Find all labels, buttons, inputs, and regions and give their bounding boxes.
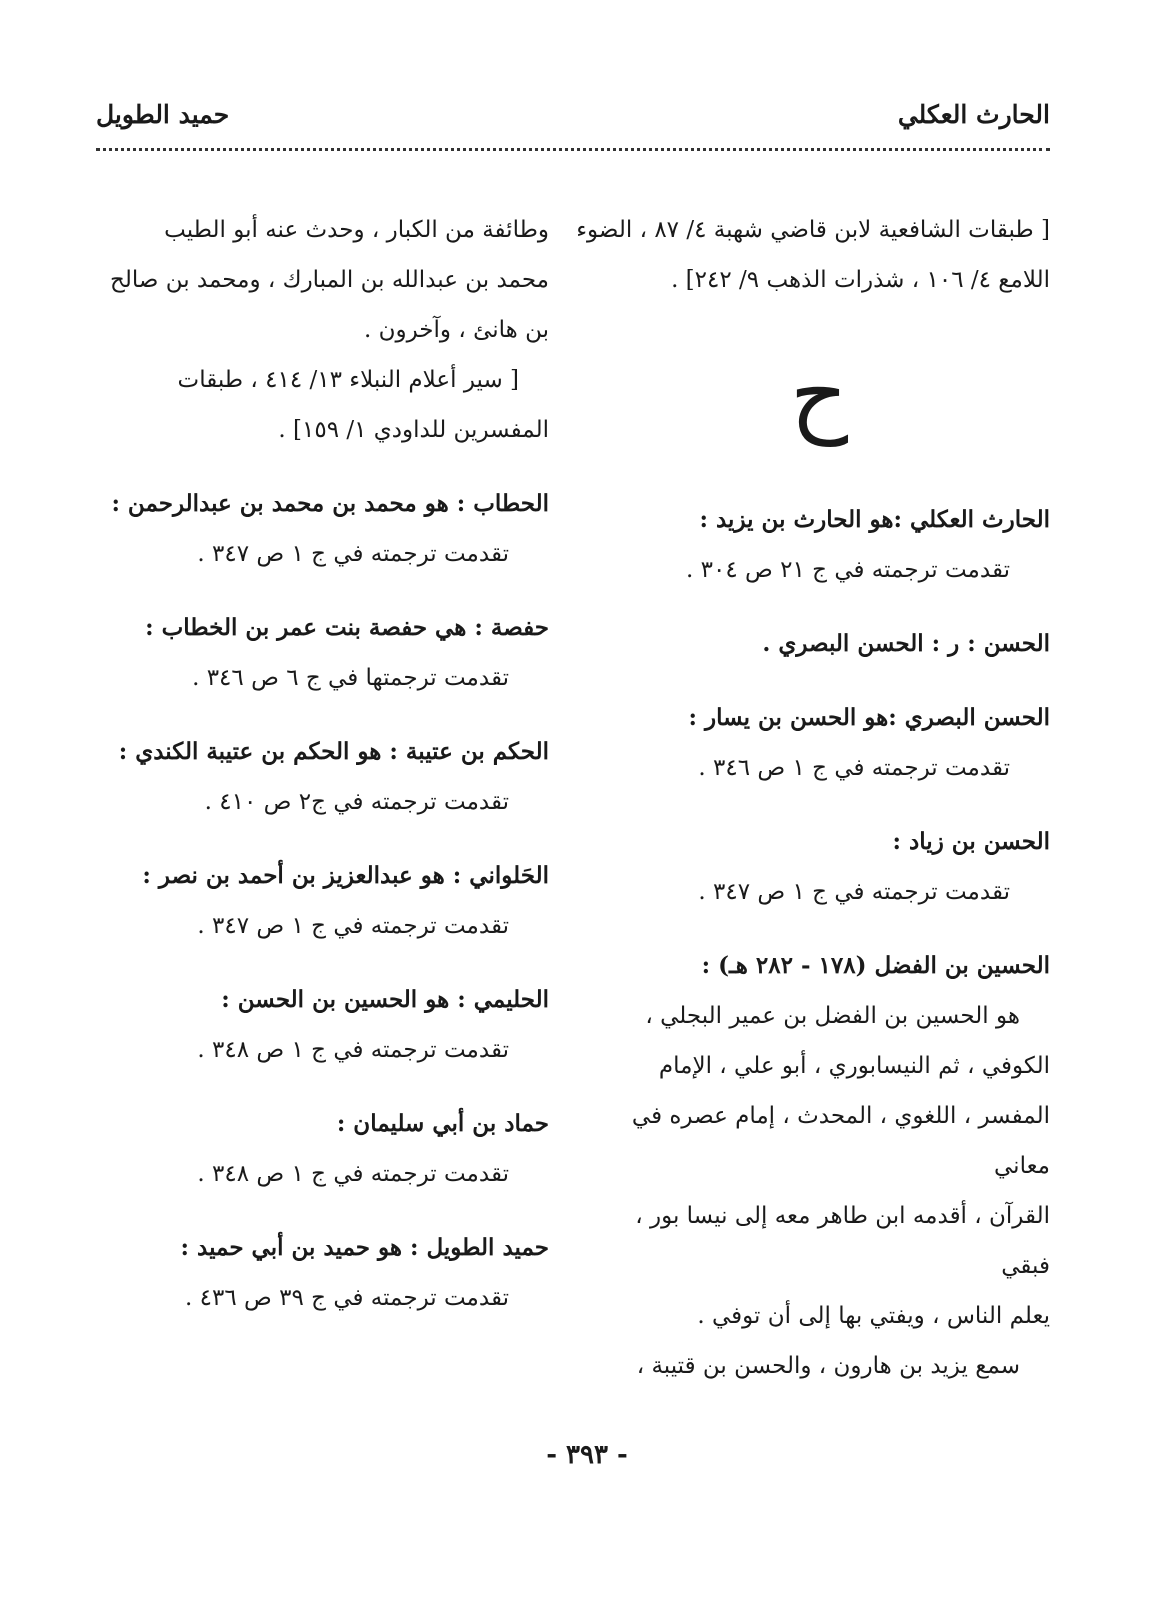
right-column	[576, 205, 1050, 1391]
page-number: - ٣٩٣ -	[546, 1440, 628, 1470]
biography-line: القرآن ، أقدمه ابن طاهر معه إلى نيسا بور ، فبقي	[635, 1203, 1050, 1279]
entry	[97, 1099, 549, 1199]
biography-entry	[588, 941, 1050, 1391]
entry-reference: تقدمت ترجمته في ج ١ ص ٣٤٨ .	[197, 1037, 509, 1063]
biography-line: سمع يزيد بن هارون ، والحسن بن قتيبة ،	[636, 1353, 1020, 1379]
entry-reference: تقدمت ترجمته في ج ١ ص ٣٤٨ .	[197, 1161, 509, 1187]
biography-line: بن هانئ ، وآخرون .	[364, 317, 549, 343]
biography-line: وطائفة من الكبار ، وحدث عنه أبو الطيب	[164, 217, 549, 243]
entry	[588, 495, 1050, 595]
biography-line: المفسر ، اللغوي ، المحدث ، إمام عصره في معاني	[631, 1103, 1050, 1179]
reference-line: المفسرين للداودي ١/ ١٥٩] .	[278, 417, 549, 443]
section-letter: ح	[789, 342, 849, 447]
entry-reference: تقدمت ترجمته في ج ١ ص ٣٤٧ .	[197, 913, 509, 939]
entry-reference: تقدمت ترجمته في ج ١ ص ٣٤٧ .	[698, 879, 1010, 905]
entry	[588, 693, 1050, 793]
entry	[97, 1223, 549, 1323]
entry-head: حماد بن أبي سليمان :	[336, 1110, 549, 1137]
entry-reference: تقدمت ترجمتها في ج ٦ ص ٣٤٦ .	[192, 665, 509, 691]
entry-reference: تقدمت ترجمته في ج٢ ص ٤١٠ .	[204, 789, 509, 815]
entry	[588, 619, 1050, 669]
entry-reference: تقدمت ترجمته في ج ٢١ ص ٣٠٤ .	[686, 557, 1010, 583]
entry	[97, 479, 549, 579]
reference-line: اللامع ٤/ ١٠٦ ، شذرات الذهب ٩/ ٢٤٢] .	[671, 267, 1050, 293]
entry-head: الحطاب : هو محمد بن محمد بن عبدالرحمن :	[111, 490, 549, 517]
left-column	[97, 205, 549, 1323]
entry	[97, 975, 549, 1075]
biography-line: محمد بن عبدالله بن المبارك ، ومحمد بن صالح	[110, 267, 549, 293]
entry-head: الحكم بن عتيبة : هو الحكم بن عتيبة الكندي :	[118, 738, 549, 765]
entry-head: الحسن البصري :هو الحسن بن يسار :	[688, 704, 1050, 731]
entry	[97, 727, 549, 827]
entry-head: الحسن بن زياد :	[892, 828, 1050, 855]
biography-line: هو الحسين بن الفضل بن عمير البجلي ،	[645, 1003, 1020, 1029]
entry-reference: تقدمت ترجمته في ج ١ ص ٣٤٦ .	[698, 755, 1010, 781]
entry	[588, 817, 1050, 917]
entry-reference: تقدمت ترجمته في ج ١ ص ٣٤٧ .	[197, 541, 509, 567]
running-header	[96, 92, 1050, 142]
entry	[97, 603, 549, 703]
reference-line: [ سير أعلام النبلاء ١٣/ ٤١٤ ، طبقات	[177, 367, 519, 393]
entry-reference: تقدمت ترجمته في ج ٣٩ ص ٤٣٦ .	[185, 1285, 509, 1311]
header-left-title: حميد الطويل	[96, 100, 230, 129]
dotted-rule	[96, 148, 1050, 151]
entry-head: حميد الطويل : هو حميد بن أبي حميد :	[180, 1234, 549, 1261]
entry-head: الحسن : ر : الحسن البصري .	[762, 630, 1050, 657]
biography-line: الكوفي ، ثم النيسابوري ، أبو علي ، الإمام	[658, 1053, 1050, 1079]
biography-line: يعلم الناس ، ويفتي بها إلى أن توفي .	[697, 1303, 1050, 1329]
entry-head: حفصة : هي حفصة بنت عمر بن الخطاب :	[145, 614, 549, 641]
entry-head: الحسين بن الفضل (١٧٨ - ٢٨٢ هـ) :	[701, 952, 1050, 979]
header-right-title: الحارث العكلي	[897, 100, 1050, 129]
entry-head: الحارث العكلي :هو الحارث بن يزيد :	[699, 506, 1050, 533]
entry	[97, 851, 549, 951]
entry-head: الحليمي : هو الحسين بن الحسن :	[221, 986, 549, 1013]
reference-line: [ طبقات الشافعية لابن قاضي شهبة ٤/ ٨٧ ، الضوء	[576, 217, 1050, 243]
entry-head: الحَلواني : هو عبدالعزيز بن أحمد بن نصر :	[142, 862, 549, 889]
